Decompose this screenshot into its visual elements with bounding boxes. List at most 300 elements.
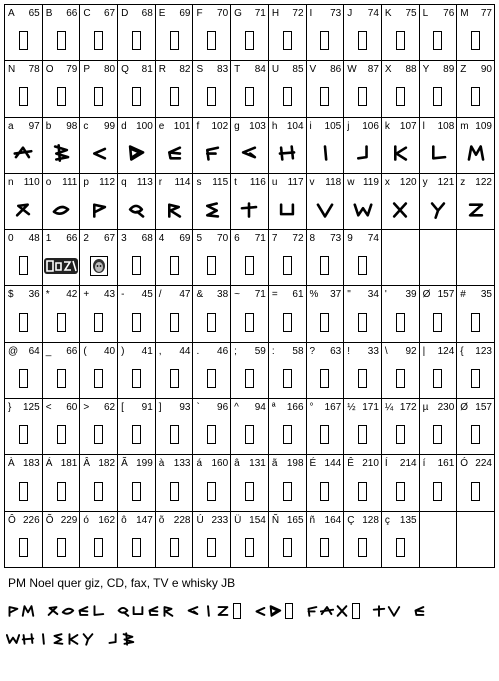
glyph-character: ; xyxy=(234,345,237,357)
glyph-cell xyxy=(344,286,382,342)
glyph-preview xyxy=(231,190,268,229)
glyph-preview xyxy=(193,471,230,510)
glyph-cell xyxy=(457,399,495,455)
glyph-cell xyxy=(420,399,458,455)
glyph-character: z xyxy=(460,176,466,188)
glyph-preview xyxy=(231,134,268,173)
glyph-preview xyxy=(156,246,193,285)
glyph-cell xyxy=(118,174,156,230)
glyph-preview xyxy=(5,471,42,510)
glyph-label xyxy=(460,8,492,19)
glyph-character: Q xyxy=(121,64,129,76)
glyph-code: 69 xyxy=(179,233,191,245)
glyph-label xyxy=(196,8,228,19)
glyph-cell xyxy=(193,286,231,342)
glyph-label xyxy=(385,121,417,132)
glyph-cell xyxy=(457,286,495,342)
glyph-character: $ xyxy=(8,289,14,301)
glyph-cell xyxy=(156,230,194,286)
glyph-code: 131 xyxy=(249,458,266,470)
glyph-preview xyxy=(231,471,268,510)
glyph-preview xyxy=(43,190,80,229)
glyph-label xyxy=(347,121,379,132)
glyph-m-icon xyxy=(466,143,486,163)
glyph-code: 61 xyxy=(292,289,304,301)
glyph-label xyxy=(8,177,40,188)
glyph-label xyxy=(310,8,342,19)
glyph-preview xyxy=(156,190,193,229)
glyph-code: 68 xyxy=(141,233,153,245)
glyph-character: D xyxy=(121,8,129,19)
glyph-character: í xyxy=(422,458,426,470)
sample-glyph-a-icon xyxy=(320,603,334,619)
glyph-code: 40 xyxy=(103,345,116,357)
glyph-label xyxy=(121,402,153,413)
missing-glyph-box-icon xyxy=(320,87,329,106)
glyph-code: 113 xyxy=(136,176,153,188)
glyph-character: 0 xyxy=(8,233,14,245)
glyph-preview xyxy=(269,302,306,341)
glyph-preview xyxy=(118,359,155,398)
glyph-cell xyxy=(5,118,43,174)
glyph-code: 34 xyxy=(367,289,379,301)
glyph-character: á xyxy=(196,458,203,470)
glyph-label xyxy=(121,64,153,75)
missing-glyph-box-icon xyxy=(57,313,66,332)
glyph-character: ª xyxy=(271,402,276,414)
missing-glyph-box-icon xyxy=(170,313,179,332)
glyph-cell xyxy=(231,399,269,455)
glyph-code: 154 xyxy=(249,514,266,526)
glyph-character: q xyxy=(121,176,127,188)
glyph-character: n xyxy=(8,176,14,188)
glyph-label xyxy=(159,8,191,19)
glyph-preview xyxy=(231,359,268,398)
glyph-y-icon xyxy=(428,200,448,220)
glyph-label xyxy=(121,8,153,19)
glyph-cell xyxy=(231,174,269,230)
glyph-label xyxy=(347,515,379,526)
glyph-cell xyxy=(307,399,345,455)
glyph-cell xyxy=(382,286,420,342)
glyph-preview xyxy=(269,190,306,229)
missing-glyph-box-icon xyxy=(57,425,66,444)
glyph-cell xyxy=(382,512,420,568)
glyph-label xyxy=(121,121,153,132)
glyph-cell xyxy=(269,343,307,399)
glyph-d-icon xyxy=(126,143,146,163)
glyph-label xyxy=(234,121,266,132)
missing-glyph-box-icon xyxy=(19,425,28,444)
glyph-cell xyxy=(156,61,194,117)
glyph-preview xyxy=(5,21,42,60)
glyph-preview xyxy=(80,471,117,510)
missing-glyph-box-icon xyxy=(245,538,254,557)
glyph-code: 76 xyxy=(443,8,455,19)
glyph-cell xyxy=(457,174,495,230)
glyph-cell xyxy=(307,512,345,568)
glyph-preview xyxy=(269,21,306,60)
glyph-character: T xyxy=(234,64,241,76)
missing-glyph-box-icon xyxy=(320,482,329,501)
glyph-code: 105 xyxy=(324,120,342,132)
glyph-character: Ô xyxy=(8,514,16,526)
missing-glyph-box-icon xyxy=(57,87,66,106)
glyph-preview xyxy=(43,359,80,398)
glyph-cell xyxy=(307,5,345,61)
glyph-label xyxy=(159,458,191,469)
glyph-character: y xyxy=(422,176,428,188)
glyph-code: 230 xyxy=(437,402,455,414)
glyph-cell xyxy=(269,174,307,230)
glyph-cell xyxy=(193,230,231,286)
glyph-preview xyxy=(43,528,80,567)
empty-cell xyxy=(457,512,495,568)
missing-glyph-box-icon xyxy=(433,482,442,501)
glyph-character: ) xyxy=(121,345,125,357)
glyph-code: 37 xyxy=(330,289,342,301)
glyph-cell xyxy=(344,512,382,568)
glyph-cell xyxy=(156,512,194,568)
glyph-character: l xyxy=(422,120,425,132)
missing-glyph-box-icon xyxy=(283,31,292,50)
glyph-label xyxy=(159,64,191,75)
glyph-cell xyxy=(5,174,43,230)
missing-glyph-box-icon xyxy=(207,313,216,332)
glyph-code: 82 xyxy=(179,64,191,76)
missing-glyph-box-icon xyxy=(207,369,216,388)
glyph-code: 181 xyxy=(60,458,78,470)
glyph-code: 79 xyxy=(66,64,78,76)
glyph-label xyxy=(159,515,191,526)
missing-glyph-box-icon xyxy=(320,256,329,275)
glyph-cell xyxy=(5,61,43,117)
sample-glyph-y-icon xyxy=(81,631,95,647)
glyph-character: A xyxy=(8,8,15,19)
glyph-code: 161 xyxy=(437,458,455,470)
glyph-label xyxy=(83,289,115,300)
glyph-preview xyxy=(43,415,80,454)
sample-glyph-e-icon xyxy=(76,603,90,619)
missing-glyph-box-icon xyxy=(396,425,405,444)
missing-glyph-box-icon xyxy=(170,369,179,388)
glyph-preview xyxy=(307,134,344,173)
glyph-cell xyxy=(118,399,156,455)
glyph-cell xyxy=(156,455,194,511)
glyph-preview xyxy=(420,359,457,398)
glyph-label xyxy=(347,233,379,244)
missing-glyph-box-icon xyxy=(471,313,480,332)
missing-glyph-box-icon xyxy=(396,482,405,501)
glyph-cell xyxy=(420,5,458,61)
glyph-preview xyxy=(382,21,419,60)
glyph-character: 2 xyxy=(83,233,89,245)
glyph-code: 58 xyxy=(292,345,304,357)
glyph-code: 64 xyxy=(28,345,40,357)
glyph-code: 47 xyxy=(179,289,191,301)
glyph-preview xyxy=(156,471,193,510)
glyph-label xyxy=(423,402,455,413)
glyph-code: 128 xyxy=(362,514,379,526)
glyph-character: + xyxy=(83,289,90,301)
glyph-preview xyxy=(118,471,155,510)
glyph-character: H xyxy=(271,8,280,19)
glyph-s-icon xyxy=(202,200,222,220)
glyph-preview xyxy=(382,302,419,341)
glyph-cell xyxy=(193,174,231,230)
missing-glyph-box-icon xyxy=(19,87,28,106)
glyph-code: 116 xyxy=(249,176,266,188)
glyph-character: Õ xyxy=(45,514,54,526)
glyph-character: o xyxy=(45,176,52,188)
glyph-label xyxy=(347,402,379,413)
glyph-preview xyxy=(5,134,42,173)
missing-glyph-box-icon xyxy=(132,538,141,557)
glyph-character: Á xyxy=(45,458,53,470)
glyph-character: ( xyxy=(83,345,87,357)
glyph-label xyxy=(423,121,455,132)
glyph-preview xyxy=(156,302,193,341)
glyph-preview xyxy=(156,528,193,567)
glyph-cell xyxy=(5,343,43,399)
glyph-preview xyxy=(231,77,268,116)
glyph-character: g xyxy=(234,120,240,132)
glyph-code: 228 xyxy=(173,514,191,526)
glyph-code: 72 xyxy=(292,8,304,19)
glyph-code: 135 xyxy=(399,514,417,526)
glyph-label xyxy=(460,121,492,132)
glyph-character: p xyxy=(83,176,89,188)
glyph-character: v xyxy=(309,176,315,188)
glyph-cell xyxy=(382,343,420,399)
glyph-cell xyxy=(80,343,118,399)
glyph-label xyxy=(8,64,40,75)
glyph-label xyxy=(310,64,342,75)
glyph-cell xyxy=(5,230,43,286)
glyph-code: 48 xyxy=(28,233,40,245)
glyph-preview xyxy=(307,190,344,229)
glyph-code: 119 xyxy=(362,176,379,188)
glyph-code: 147 xyxy=(136,514,153,526)
glyph-label xyxy=(310,289,342,300)
glyph-label xyxy=(385,289,417,300)
glyph-character: d xyxy=(121,120,127,132)
missing-glyph-box-icon xyxy=(170,87,179,106)
glyph-label xyxy=(234,289,266,300)
glyph-character: ¼ xyxy=(384,402,394,414)
glyph-code: 93 xyxy=(179,402,191,414)
glyph-preview xyxy=(307,471,344,510)
missing-glyph-box-icon xyxy=(358,256,367,275)
glyph-code: 157 xyxy=(437,289,455,301)
glyph-character: ° xyxy=(309,402,314,414)
missing-glyph-box-icon xyxy=(57,369,66,388)
glyph-character: L xyxy=(422,8,429,19)
glyph-h-icon xyxy=(277,143,297,163)
glyph-label xyxy=(272,8,304,19)
glyph-code: 83 xyxy=(217,64,229,76)
glyph-code: 166 xyxy=(286,402,304,414)
sample-glyph-e-icon xyxy=(146,603,160,619)
glyph-preview xyxy=(344,21,381,60)
missing-glyph-box-icon xyxy=(358,425,367,444)
missing-glyph-box-icon xyxy=(433,369,442,388)
glyph-preview xyxy=(118,528,155,567)
glyph-character: 9 xyxy=(347,233,353,245)
glyph-preview xyxy=(5,302,42,341)
character-map-grid xyxy=(4,4,495,568)
sample-glyph-j-icon xyxy=(106,631,120,647)
glyph-preview xyxy=(420,190,457,229)
glyph-cell xyxy=(269,455,307,511)
missing-glyph-box-icon xyxy=(19,256,28,275)
sample-glyph-g-icon xyxy=(186,603,200,619)
glyph-character: Ñ xyxy=(271,514,280,526)
glyph-preview xyxy=(307,21,344,60)
glyph-preview xyxy=(80,190,117,229)
glyph-label xyxy=(196,402,228,413)
glyph-character: x xyxy=(384,176,390,188)
glyph-label xyxy=(8,289,40,300)
glyph-code: 65 xyxy=(28,8,40,19)
glyph-code: 73 xyxy=(330,233,342,245)
glyph-label xyxy=(234,8,266,19)
missing-glyph-box-icon xyxy=(433,31,442,50)
missing-glyph-box-icon xyxy=(283,425,292,444)
glyph-cell xyxy=(457,455,495,511)
missing-glyph-box-icon xyxy=(57,482,66,501)
glyph-code: 100 xyxy=(136,120,153,132)
glyph-code: 63 xyxy=(330,345,342,357)
glyph-preview xyxy=(420,134,457,173)
glyph-preview xyxy=(344,302,381,341)
glyph-character: 6 xyxy=(234,233,240,245)
glyph-preview xyxy=(382,359,419,398)
sample-glyph-z-icon xyxy=(216,603,230,619)
glyph-label xyxy=(234,515,266,526)
glyph-code: 103 xyxy=(249,120,266,132)
glyph-cell xyxy=(80,5,118,61)
glyph-preview xyxy=(5,246,42,285)
glyph-cell xyxy=(80,118,118,174)
glyph-code: 198 xyxy=(286,458,304,470)
glyph-preview xyxy=(231,302,268,341)
missing-glyph-box-icon xyxy=(320,369,329,388)
glyph-code: 114 xyxy=(174,176,191,188)
glyph-cell xyxy=(43,512,81,568)
glyph-cell xyxy=(382,455,420,511)
missing-glyph-box-icon xyxy=(320,313,329,332)
glyph-character: Y xyxy=(422,64,430,76)
missing-glyph-box-icon xyxy=(358,538,367,557)
glyph-cell xyxy=(156,286,194,342)
glyph-cell xyxy=(80,286,118,342)
missing-glyph-box-icon xyxy=(170,31,179,50)
glyph-cell xyxy=(156,399,194,455)
glyph-cell xyxy=(269,230,307,286)
missing-glyph-box-icon xyxy=(94,482,103,501)
missing-glyph-box-icon xyxy=(207,482,216,501)
glyph-preview xyxy=(118,302,155,341)
glyph-label xyxy=(83,121,115,132)
glyph-character: Ê xyxy=(347,458,354,470)
glyph-cell xyxy=(420,118,458,174)
glyph-character: Ã xyxy=(121,458,128,470)
glyph-code: 97 xyxy=(28,120,40,132)
glyph-label xyxy=(234,458,266,469)
glyph-label xyxy=(234,346,266,357)
missing-glyph-box-icon xyxy=(94,87,103,106)
glyph-label xyxy=(46,289,78,300)
glyph-label xyxy=(272,515,304,526)
glyph-preview xyxy=(43,21,80,60)
sample-glyph-q-icon xyxy=(116,603,130,619)
glyph-preview xyxy=(382,77,419,116)
glyph-label xyxy=(196,64,228,75)
glyph-preview xyxy=(118,77,155,116)
glyph-code: 121 xyxy=(437,176,455,188)
glyph-code: 85 xyxy=(292,64,304,76)
glyph-character: " xyxy=(347,289,351,301)
glyph-cell xyxy=(269,399,307,455)
missing-glyph-box-icon xyxy=(132,369,141,388)
glyph-cell xyxy=(118,118,156,174)
glyph-character: % xyxy=(309,289,319,301)
missing-glyph-box-icon xyxy=(170,538,179,557)
glyph-code: 69 xyxy=(179,8,191,19)
glyph-character: U xyxy=(271,64,280,76)
glyph-cell xyxy=(193,399,231,455)
glyph-cell xyxy=(156,5,194,61)
glyph-label xyxy=(272,402,304,413)
glyph-preview xyxy=(420,471,457,510)
glyph-cell xyxy=(344,5,382,61)
missing-glyph-box-icon xyxy=(471,369,480,388)
glyph-label xyxy=(159,346,191,357)
missing-glyph-box-icon xyxy=(358,482,367,501)
glyph-character: R xyxy=(158,64,166,76)
glyph-preview xyxy=(420,77,457,116)
glyph-q-icon xyxy=(126,200,146,220)
glyph-n-icon xyxy=(13,200,33,220)
glyph-character: Ó xyxy=(460,458,469,470)
glyph-label xyxy=(310,121,342,132)
glyph-character: 5 xyxy=(196,233,203,245)
glyph-character: = xyxy=(271,289,278,301)
glyph-label xyxy=(8,346,40,357)
sample-glyph-n-icon xyxy=(46,603,60,619)
glyph-label xyxy=(196,177,228,188)
empty-cell xyxy=(420,512,458,568)
missing-glyph-box-icon xyxy=(94,313,103,332)
glyph-cell xyxy=(231,455,269,511)
glyph-code: 91 xyxy=(141,402,153,414)
missing-glyph-box-icon xyxy=(396,538,405,557)
glyph-character: < xyxy=(45,402,52,414)
missing-glyph-box-icon xyxy=(471,31,480,50)
glyph-character: u xyxy=(271,176,278,188)
glyph-label xyxy=(8,515,40,526)
glyph-cell xyxy=(156,343,194,399)
glyph-cell xyxy=(156,174,194,230)
glyph-label xyxy=(46,458,78,469)
glyph-label xyxy=(46,64,78,75)
glyph-label xyxy=(83,233,115,244)
missing-glyph-box-icon xyxy=(207,87,216,106)
glyph-preview xyxy=(344,471,381,510)
glyph-preview xyxy=(80,246,117,285)
glyph-label xyxy=(234,177,266,188)
